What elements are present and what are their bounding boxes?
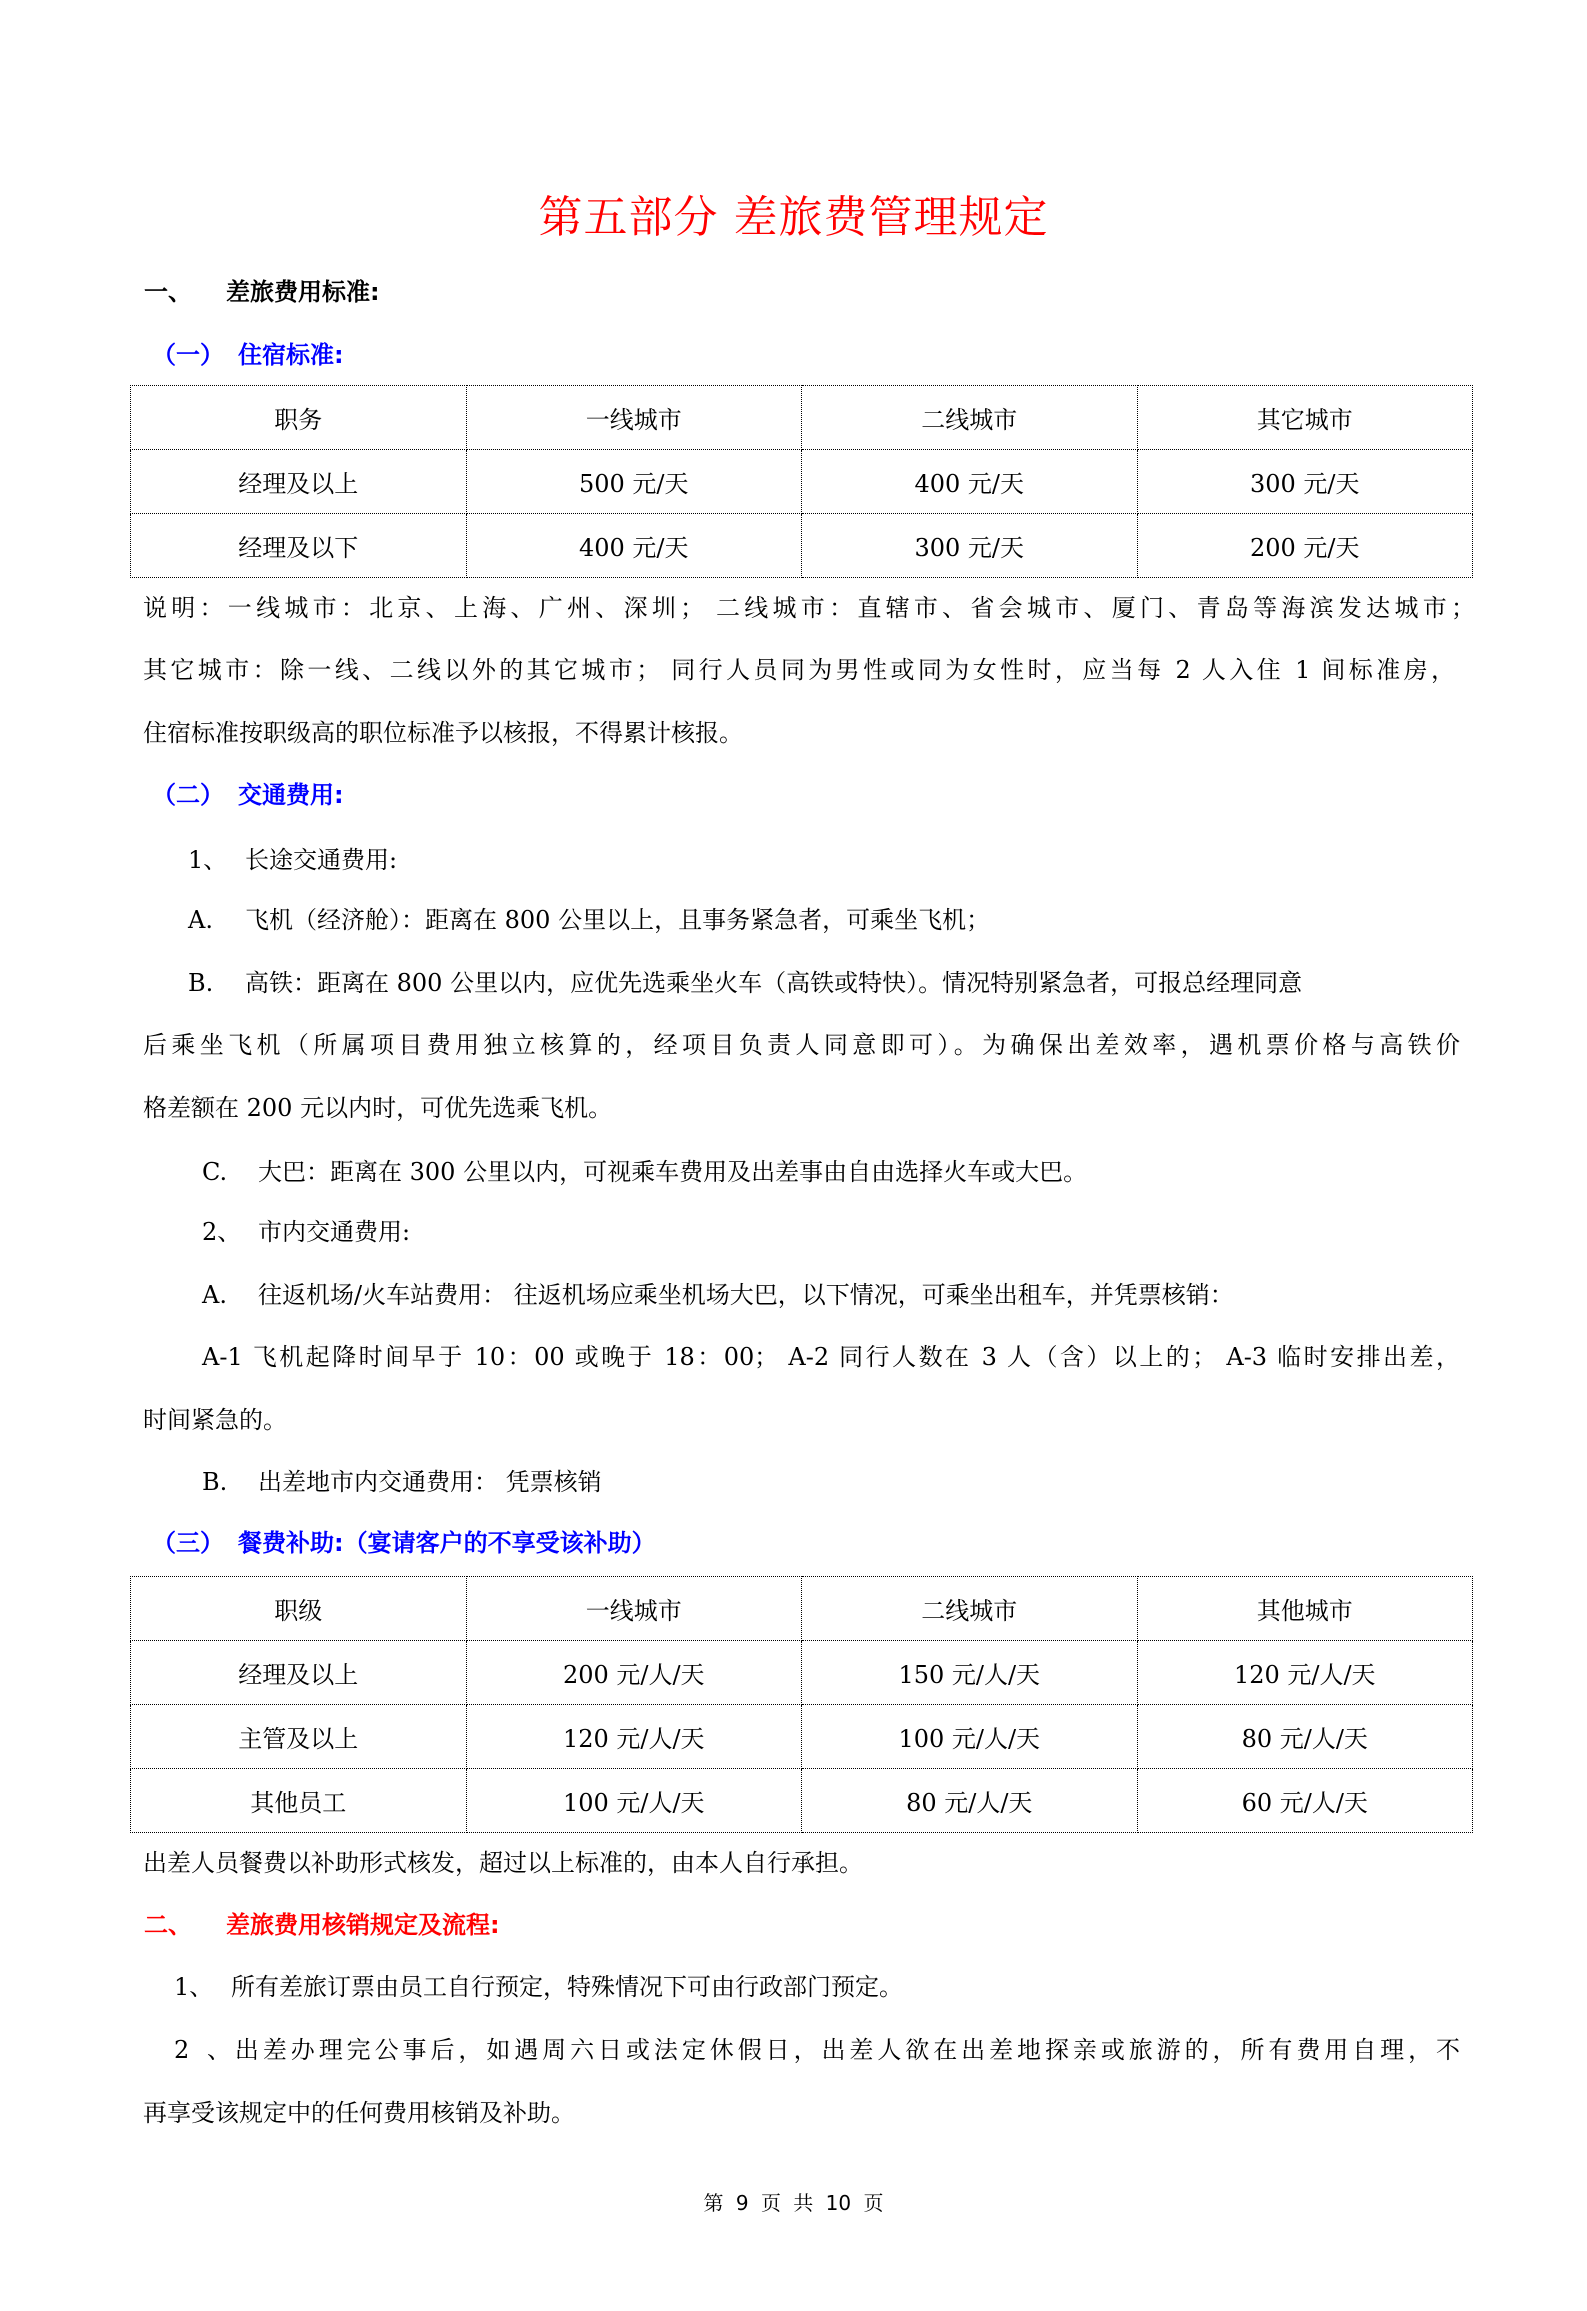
section-2-heading (144, 1910, 500, 1940)
table-cell: 经理及以上 (131, 450, 467, 514)
page-title: 第五部分 差旅费管理规定 (538, 192, 1049, 243)
section-2-number: 二、 (144, 1911, 192, 1939)
table-row (131, 514, 1473, 578)
table-header-cell: 二线城市 (802, 386, 1138, 450)
item-text: 大巴：距离在 300 公里以内，可视乘车费用及出差事由自由选择火车或大巴。 (258, 1158, 1088, 1186)
table-header-row (131, 386, 1473, 450)
table-header-cell: 其他城市 (1137, 1577, 1473, 1641)
item-text: 飞机（经济舱）：距离在 800 公里以上，且事务紧急者，可乘坐飞机； (245, 906, 991, 934)
lodging-standard-table (130, 385, 1473, 578)
section-1-number: 一、 (144, 278, 192, 306)
table-cell: 80 元/人/天 (1137, 1705, 1473, 1769)
meal-allowance-table (130, 1576, 1473, 1833)
table-cell: 200 元/人/天 (466, 1641, 802, 1705)
reimbursement-item-2 (174, 2035, 1460, 2065)
item-text: 高铁：距离在 800 公里以内，应优先选乘坐火车（高铁或特快）。情况特别紧急者，可报总经理同意 (245, 969, 1303, 997)
transport-item-b-continued: 格差额在 200 元以内时，可优先选乘飞机。 (143, 1094, 613, 1122)
item-number: B. (202, 1468, 228, 1496)
table-header-cell: 职务 (131, 386, 467, 450)
table-cell: 100 元/人/天 (802, 1705, 1138, 1769)
city-transport-item-b (202, 1467, 602, 1497)
table-cell: 300 元/天 (802, 514, 1138, 578)
item-number: B. (188, 969, 214, 997)
table-row (131, 1769, 1473, 1833)
city-transport-conditions: A-1 飞机起降时间早于 10：00 或晚于 18：00； A-2 同行人数在 3 人（含）以上的； A-3 临时安排出差， (202, 1343, 1460, 1371)
subsection-3-title: 餐费补助:（宴请客户的不享受该补助） (238, 1529, 656, 1557)
subsection-2-heading (152, 780, 344, 810)
table-row (131, 450, 1473, 514)
item-text: 出差地市内交通费用： 凭票核销 (258, 1468, 602, 1496)
table-cell: 120 元/人/天 (1137, 1641, 1473, 1705)
subsection-1-number: （一） (152, 341, 224, 369)
item-number: 1、 (188, 846, 228, 874)
table-header-cell: 其它城市 (1137, 386, 1473, 450)
meal-note: 出差人员餐费以补助形式核发，超过以上标准的，由本人自行承担。 (143, 1849, 863, 1877)
lodging-note-line: 住宿标准按职级高的职位标准予以核报，不得累计核报。 (143, 719, 743, 747)
table-header-cell: 一线城市 (466, 1577, 802, 1641)
table-row (131, 1641, 1473, 1705)
subsection-1-heading (152, 340, 344, 370)
table-cell: 500 元/天 (466, 450, 802, 514)
item-label: 长途交通费用: (245, 846, 398, 874)
subsection-3-number: （三） (152, 1529, 224, 1557)
table-row (131, 1705, 1473, 1769)
city-transport-item-a (202, 1280, 1234, 1310)
city-transport-heading (202, 1217, 410, 1247)
table-cell: 150 元/人/天 (802, 1641, 1138, 1705)
item-label: 市内交通费用: (258, 1218, 411, 1246)
table-header-cell: 职级 (131, 1577, 467, 1641)
table-cell: 主管及以上 (131, 1705, 467, 1769)
lodging-note-line: 说明：一线城市：北京、上海、广州、深圳； 二线城市：直辖市、省会城市、厦门、青岛等海滨发达城市； (143, 594, 1475, 622)
table-cell: 400 元/天 (802, 450, 1138, 514)
city-transport-conditions-continued: 时间紧急的。 (143, 1406, 287, 1434)
transport-item-a (188, 905, 990, 935)
table-cell: 60 元/人/天 (1137, 1769, 1473, 1833)
section-1-heading (144, 277, 380, 307)
table-header-cell: 一线城市 (466, 386, 802, 450)
item-number: A. (202, 1281, 227, 1309)
subsection-1-title: 住宿标准: (238, 341, 344, 369)
subsection-3-heading (152, 1528, 656, 1558)
section-2-title: 差旅费用核销规定及流程: (226, 1911, 500, 1939)
table-cell: 200 元/天 (1137, 514, 1473, 578)
item-text: 出差办理完公事后，如遇周六日或法定休假日，出差人欲在出差地探亲或旅游的，所有费用自理，不 (231, 2036, 1460, 2064)
table-cell: 经理及以上 (131, 1641, 467, 1705)
item-text: 所有差旅订票由员工自行预定，特殊情况下可由行政部门预定。 (231, 1973, 903, 2001)
item-number: 2、 (174, 2036, 231, 2064)
subsection-2-number: （二） (152, 781, 224, 809)
reimbursement-item-1 (174, 1972, 903, 2002)
table-header-cell: 二线城市 (802, 1577, 1138, 1641)
page-footer: 第 9 页 共 10 页 (703, 2191, 884, 2215)
transport-item-b (188, 968, 1460, 998)
item-number: A. (188, 906, 213, 934)
lodging-note-line: 其它城市：除一线、二线以外的其它城市； 同行人员同为男性或同为女性时，应当每 2 人入住 1 间标准房， (143, 656, 1455, 684)
item-number: 1、 (174, 1973, 214, 2001)
subsection-2-title: 交通费用: (238, 781, 344, 809)
section-1-title: 差旅费用标准: (226, 278, 380, 306)
table-cell: 400 元/天 (466, 514, 802, 578)
table-header-row (131, 1577, 1473, 1641)
table-cell: 300 元/天 (1137, 450, 1473, 514)
transport-item-c (202, 1157, 1087, 1187)
table-cell: 80 元/人/天 (802, 1769, 1138, 1833)
table-cell: 100 元/人/天 (466, 1769, 802, 1833)
table-cell: 其他员工 (131, 1769, 467, 1833)
transport-item-b-continued: 后乘坐飞机（所属项目费用独立核算的，经项目负责人同意即可）。为确保出差效率，遇机票价格与高铁价 (143, 1031, 1460, 1059)
table-cell: 120 元/人/天 (466, 1705, 802, 1769)
long-distance-heading (188, 845, 397, 875)
item-number: C. (202, 1158, 228, 1186)
item-text: 往返机场/火车站费用： 往返机场应乘坐机场大巴，以下情况，可乘坐出租车，并凭票核销： (258, 1281, 1234, 1309)
reimbursement-item-2-continued: 再享受该规定中的任何费用核销及补助。 (143, 2099, 575, 2127)
table-cell: 经理及以下 (131, 514, 467, 578)
item-number: 2、 (202, 1218, 242, 1246)
